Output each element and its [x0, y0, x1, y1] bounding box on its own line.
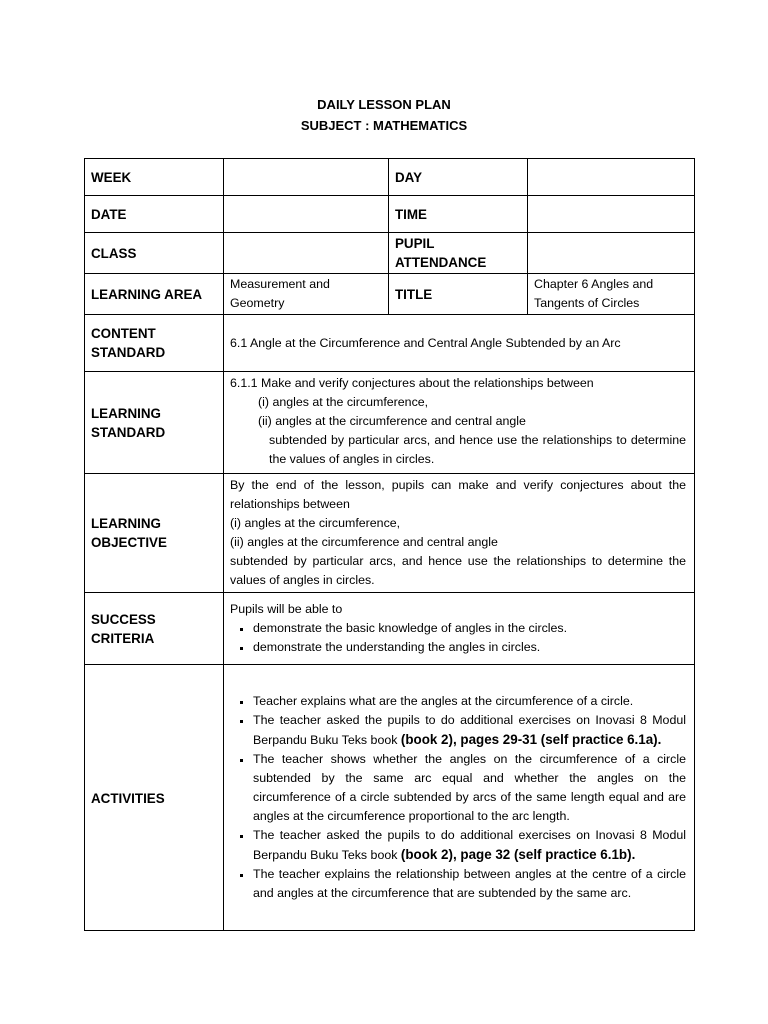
date-time-row — [85, 196, 695, 233]
list-item: ▪ demonstrate the basic knowledge of angles in the circles. — [252, 619, 688, 638]
success-criteria-label: SUCCESS CRITERIA — [85, 593, 224, 665]
date-label: DATE — [85, 196, 224, 233]
page-heading — [0, 94, 768, 136]
learning-standard-label: LEARNING STANDARD — [85, 372, 224, 474]
activities-label: ACTIVITIES — [85, 665, 224, 931]
title-value: Chapter 6 Angles and Tangents of Circles — [528, 274, 695, 315]
activity-reference: (book 2), page 32 (self practice 6.1b). — [400, 847, 636, 862]
pupil-attendance-label: PUPIL ATTENDANCE — [389, 233, 528, 274]
learning-standard-row — [85, 372, 695, 474]
learning-objective-item: (i) angles at the circumference, — [230, 516, 401, 530]
day-label: DAY — [389, 159, 528, 196]
learning-objective-label: LEARNING OBJECTIVE — [85, 474, 224, 593]
week-label: WEEK — [85, 159, 224, 196]
activities-list — [230, 692, 686, 903]
success-criteria-list — [230, 619, 688, 657]
success-criteria-value — [224, 593, 695, 665]
activity-text: The teacher asked the pupils to do additional exercises on Inovasi 8 Modul Berpandu Buku Teks book — [253, 713, 686, 747]
activities-value — [224, 665, 695, 931]
list-item: ▪ The teacher explains the relationship between angles at the centre of a circle and angles at the circumference that are subtended by the same arc. — [252, 865, 686, 903]
time-label: TIME — [389, 196, 528, 233]
document-title: DAILY LESSON PLAN — [317, 97, 451, 112]
learning-objective-intro: By the end of the lesson, pupils can make and verify conjectures about the relationships between — [230, 478, 686, 511]
learning-standard-item: (ii) angles at the circumference and central angle — [258, 414, 526, 428]
class-attendance-row — [85, 233, 695, 274]
learning-objective-value — [224, 474, 695, 593]
content-standard-value: 6.1 Angle at the Circumference and Central Angle Subtended by an Arc — [224, 315, 695, 372]
learning-standard-tail: subtended by particular arcs, and hence use the relationships to determine the values of angles in circles. — [269, 433, 686, 466]
list-item — [252, 711, 686, 750]
date-value[interactable] — [224, 196, 389, 233]
list-item: ▪ The teacher shows whether the angles on the circumference of a circle subtended by the same arc equal and whether the angles on the circumference of a circle subtended by arcs of the same length equal and are angles at the circumference proportional to the arc length. — [252, 750, 686, 826]
day-value[interactable] — [528, 159, 695, 196]
success-criteria-intro: Pupils will be able to — [230, 602, 343, 616]
learning-standard-value — [224, 372, 695, 474]
time-value[interactable] — [528, 196, 695, 233]
list-item: ▪ Teacher explains what are the angles at the circumference of a circle. — [252, 692, 686, 711]
pupil-attendance-value[interactable] — [528, 233, 695, 274]
learning-area-title-row — [85, 274, 695, 315]
learning-standard-item: (i) angles at the circumference, — [258, 395, 429, 409]
activity-text: The teacher asked the pupils to do additional exercises on Inovasi 8 Modul Berpandu Buku Teks book — [253, 828, 686, 862]
success-criteria-row — [85, 593, 695, 665]
class-value[interactable] — [224, 233, 389, 274]
content-standard-label: CONTENT STANDARD — [85, 315, 224, 372]
list-item — [252, 826, 686, 865]
learning-objective-row — [85, 474, 695, 593]
learning-objective-tail: subtended by particular arcs, and hence use the relationships to determine the values of angles in circles. — [230, 554, 686, 587]
learning-area-value: Measurement and Geometry — [224, 274, 389, 315]
activities-row — [85, 665, 695, 931]
week-day-row — [85, 159, 695, 196]
learning-objective-item: (ii) angles at the circumference and central angle — [230, 535, 498, 549]
list-item: ▪ demonstrate the understanding the angles in circles. — [252, 638, 688, 657]
activity-reference: (book 2), pages 29-31 (self practice 6.1a). — [400, 732, 662, 747]
week-value[interactable] — [224, 159, 389, 196]
subject-title: SUBJECT : MATHEMATICS — [300, 118, 468, 133]
title-label: TITLE — [389, 274, 528, 315]
content-standard-row — [85, 315, 695, 372]
learning-area-label: LEARNING AREA — [85, 274, 224, 315]
class-label: CLASS — [85, 233, 224, 274]
lesson-plan-table — [84, 158, 695, 931]
learning-standard-line: 6.1.1 Make and verify conjectures about the relationships between — [230, 376, 594, 390]
